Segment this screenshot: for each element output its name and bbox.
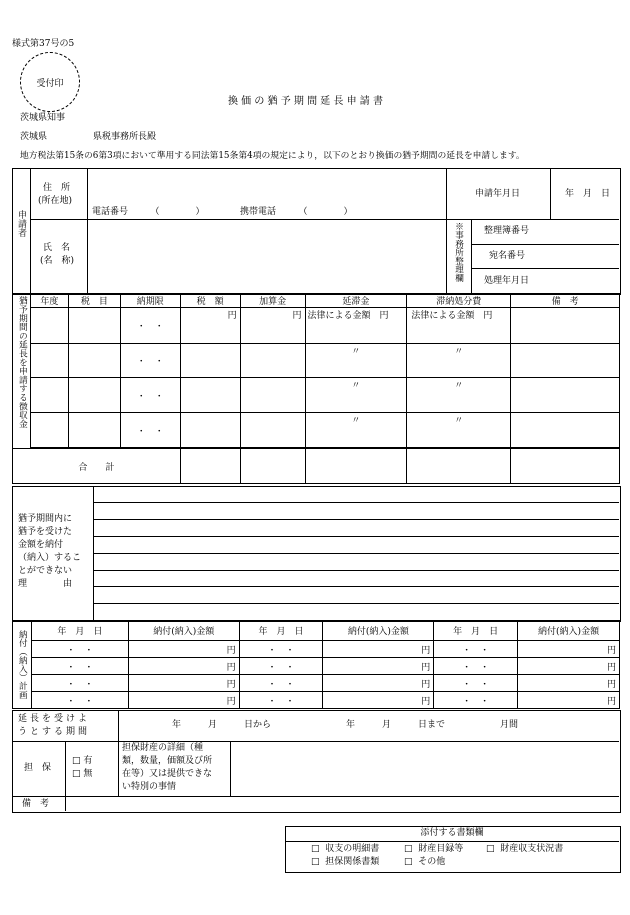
plan-amount-cell[interactable]: 円 xyxy=(518,641,620,658)
disposal-cost-cell[interactable]: 〃 xyxy=(407,378,511,413)
plan-amount-cell[interactable]: 円 xyxy=(128,658,239,675)
disposal-cost-cell[interactable]: 〃 xyxy=(407,344,511,378)
plan-amount-cell[interactable]: 円 xyxy=(128,675,239,692)
attachment-income-statement[interactable]: □ 収支の明細書 xyxy=(311,844,380,854)
remarks-cell[interactable] xyxy=(511,308,620,344)
addressee-prefecture: 茨城県 xyxy=(20,132,48,142)
total-tax-amount[interactable] xyxy=(180,449,240,484)
tax-table xyxy=(12,293,620,484)
total-late-fee[interactable] xyxy=(305,449,407,484)
tax-amount-cell[interactable] xyxy=(180,344,240,378)
plan-amount-cell[interactable]: 円 xyxy=(323,675,434,692)
empty-checkbox-icon[interactable]: □ xyxy=(311,844,320,854)
late-fee-cell[interactable]: 〃 xyxy=(305,413,407,448)
reason-text-area[interactable] xyxy=(94,487,618,619)
name-label: 氏 名 xyxy=(43,243,71,253)
header-year: 年度 xyxy=(30,294,68,308)
remarks-field[interactable] xyxy=(66,797,618,810)
addressee-office: 県税事務所長殿 xyxy=(93,132,157,142)
plan-date-cell[interactable]: ・ ・ xyxy=(239,641,323,658)
plan-date-cell[interactable]: ・ ・ xyxy=(31,641,128,658)
total-label: 合 計 xyxy=(13,449,181,484)
total-surcharge[interactable] xyxy=(240,449,305,484)
plan-amount-cell[interactable]: 円 xyxy=(128,641,239,658)
remarks-cell[interactable] xyxy=(511,378,620,413)
tax-amount-cell[interactable]: 円 xyxy=(180,308,240,344)
reason-label-line-2: 猶予を受けた xyxy=(18,527,73,537)
header-surcharge: 加算金 xyxy=(240,294,305,308)
office-row-ledger: 整理簿番号 xyxy=(484,226,530,236)
plan-date-cell[interactable]: ・ ・ xyxy=(31,658,128,675)
empty-checkbox-icon[interactable]: □ xyxy=(404,857,413,867)
extension-label-line-2: うとする期間 xyxy=(18,727,91,737)
plan-date-cell[interactable]: ・ ・ xyxy=(239,675,323,692)
plan-amount-cell[interactable]: 円 xyxy=(128,692,239,709)
empty-checkbox-icon[interactable]: □ xyxy=(311,857,320,867)
total-disposal-cost[interactable] xyxy=(407,449,511,484)
mobile-label: 携帯電話 （ ） xyxy=(240,207,353,217)
total-remarks[interactable] xyxy=(511,449,620,484)
name-field[interactable] xyxy=(88,220,445,292)
remarks-label: 備 考 xyxy=(22,799,50,809)
payment-plan-table xyxy=(12,620,620,709)
phone-label: 電話番号 （ ） xyxy=(92,207,205,217)
deadline-cell[interactable]: ・ ・ xyxy=(120,413,180,448)
tax-item-cell[interactable] xyxy=(68,344,120,378)
header-tax-item: 税 目 xyxy=(68,294,120,308)
plan-amount-cell[interactable]: 円 xyxy=(518,675,620,692)
address-label: 住 所 xyxy=(43,183,71,193)
tax-amount-cell[interactable] xyxy=(180,378,240,413)
collateral-label: 担 保 xyxy=(24,763,52,773)
deadline-cell[interactable]: ・ ・ xyxy=(120,378,180,413)
tax-section-label-cell xyxy=(13,294,31,449)
attachment-property-list[interactable]: □ 財産目録等 xyxy=(404,844,464,854)
plan-amount-header-3: 納付(納入)金額 xyxy=(518,621,620,641)
deadline-cell[interactable]: ・ ・ xyxy=(120,308,180,344)
tax-item-cell[interactable] xyxy=(68,308,120,344)
deadline-cell[interactable]: ・ ・ xyxy=(120,344,180,378)
plan-date-cell[interactable]: ・ ・ xyxy=(31,675,128,692)
header-late-fee: 延滞金 xyxy=(305,294,407,308)
surcharge-cell[interactable] xyxy=(240,344,305,378)
collateral-detail-line-4: い特別の事情 xyxy=(122,782,177,792)
attachment-other[interactable]: □ その他 xyxy=(404,857,446,867)
plan-amount-cell[interactable]: 円 xyxy=(323,692,434,709)
remarks-cell[interactable] xyxy=(511,413,620,448)
plan-date-cell[interactable]: ・ ・ xyxy=(31,692,128,709)
reason-label-line-6: 理 由 xyxy=(18,579,73,589)
reason-label-line-5: とができない xyxy=(18,566,73,576)
collateral-detail-line-3: 在等）又は提供できな xyxy=(122,769,213,779)
collateral-no-option[interactable]: □ 無 xyxy=(72,769,93,779)
extension-months[interactable]: 月間 xyxy=(500,720,519,730)
form-number: 様式第37号の5 xyxy=(12,39,75,49)
year-cell[interactable] xyxy=(30,344,68,378)
plan-amount-header-1: 納付(納入)金額 xyxy=(128,621,239,641)
office-row-address-no: 宛名番号 xyxy=(489,251,526,261)
reception-stamp-circle xyxy=(20,52,80,112)
plan-amount-header-2: 納付(納入)金額 xyxy=(323,621,434,641)
name-sub-label: (名 称) xyxy=(40,256,75,266)
year-cell[interactable] xyxy=(30,378,68,413)
plan-amount-cell[interactable]: 円 xyxy=(518,692,620,709)
office-row-process-date: 処理年月日 xyxy=(484,276,530,286)
payment-plan-label-cell xyxy=(13,621,32,709)
collateral-detail-line-2: 類，数量，価額及び所 xyxy=(122,756,213,766)
empty-checkbox-icon[interactable]: □ xyxy=(72,756,81,766)
collateral-detail-line-1: 担保財産の詳細（種 xyxy=(122,743,204,753)
empty-checkbox-icon[interactable]: □ xyxy=(404,844,413,854)
stamp-label: 受付印 xyxy=(36,79,64,89)
plan-amount-cell[interactable]: 円 xyxy=(323,658,434,675)
reason-label-line-3: 金額を納付 xyxy=(18,540,64,550)
surcharge-cell[interactable]: 円 xyxy=(240,308,305,344)
late-fee-cell[interactable]: 〃 xyxy=(305,378,407,413)
header-remarks: 備 考 xyxy=(511,294,620,308)
disposal-cost-cell[interactable]: 〃 xyxy=(407,413,511,448)
attachments-title: 添付する書類欄 xyxy=(420,828,484,838)
reason-label-line-1: 猶予期間内に xyxy=(18,514,73,524)
form-title: 換 価 の 猶 予 期 間 延 長 申 請 書 xyxy=(228,96,383,107)
application-date-label: 申請年月日 xyxy=(475,189,521,199)
address-field[interactable] xyxy=(88,169,445,203)
header-deadline: 納期限 xyxy=(120,294,180,308)
late-fee-cell[interactable]: 法律による金額 円 xyxy=(305,308,407,344)
surcharge-cell[interactable] xyxy=(240,413,305,448)
plan-date-cell[interactable]: ・ ・ xyxy=(434,675,518,692)
disposal-cost-cell[interactable]: 法律による金額 円 xyxy=(407,308,511,344)
remarks-cell[interactable] xyxy=(511,344,620,378)
collateral-yes-option[interactable]: □ 有 xyxy=(72,756,93,766)
intro-text: 地方税法第15条の6第3項において準用する同法第15条第4項の規定により，以下のとおり換価の猶予期間の延長を申請します。 xyxy=(20,151,525,161)
plan-date-header-1: 年 月 日 xyxy=(31,621,128,641)
plan-amount-cell[interactable]: 円 xyxy=(323,641,434,658)
attachment-property-status[interactable]: □ 財産収支状況書 xyxy=(486,844,564,854)
header-tax-amount: 税 額 xyxy=(180,294,240,308)
applicant-label: 申請者 xyxy=(16,210,26,237)
payment-plan-label: 納付（納入）計画 xyxy=(17,630,28,699)
tax-section-label: 猶予期間の延長を申請する徴収金 xyxy=(16,296,27,428)
empty-checkbox-icon[interactable]: □ xyxy=(486,844,495,854)
attachment-collateral-docs[interactable]: □ 担保関係書類 xyxy=(311,857,380,867)
extension-label-line-1: 延長を受けよ xyxy=(18,714,91,724)
year-cell[interactable] xyxy=(30,413,68,448)
late-fee-cell[interactable]: 〃 xyxy=(305,344,407,378)
tax-item-cell[interactable] xyxy=(68,378,120,413)
header-disposal-cost: 滞納処分費 xyxy=(407,294,511,308)
office-use-label: ※事務所整理欄 xyxy=(453,222,464,283)
application-date-value[interactable]: 年 月 日 xyxy=(565,189,611,199)
plan-amount-cell[interactable]: 円 xyxy=(518,658,620,675)
reason-label-line-4: （納入）するこ xyxy=(18,553,82,563)
plan-date-header-2: 年 月 日 xyxy=(239,621,323,641)
year-cell[interactable] xyxy=(30,308,68,344)
empty-checkbox-icon[interactable]: □ xyxy=(72,769,81,779)
collateral-detail-field[interactable] xyxy=(231,742,618,795)
plan-date-cell[interactable]: ・ ・ xyxy=(434,658,518,675)
plan-date-cell[interactable]: ・ ・ xyxy=(434,692,518,709)
extension-from[interactable]: 年 月 日から xyxy=(172,720,272,730)
tax-item-cell[interactable] xyxy=(68,413,120,448)
surcharge-cell[interactable] xyxy=(240,378,305,413)
plan-date-cell[interactable]: ・ ・ xyxy=(434,641,518,658)
tax-amount-cell[interactable] xyxy=(180,413,240,448)
plan-date-cell[interactable]: ・ ・ xyxy=(239,692,323,709)
address-sub-label: (所在地) xyxy=(38,196,73,206)
plan-date-cell[interactable]: ・ ・ xyxy=(239,658,323,675)
addressee-governor: 茨城県知事 xyxy=(20,113,66,123)
plan-date-header-3: 年 月 日 xyxy=(434,621,518,641)
extension-to[interactable]: 年 月 日まで xyxy=(346,720,446,730)
